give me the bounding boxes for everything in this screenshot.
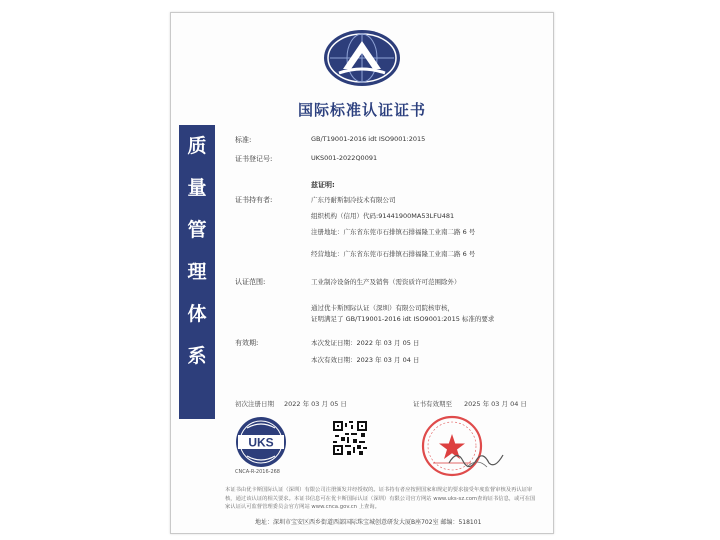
uks-badge-icon — [235, 416, 287, 468]
side-band-char: 量 — [187, 177, 207, 199]
footer-note: 本证书由优卡斯国际认证（深圳）有限公司注册颁发并经授权的。证书持有者应按照国家和规定的要求接受年度监督审核及再认证审核，通过该认证的相关要求。本证书信息可在优卡斯国际认证（深圳）有限公司官方网站 www.uks-sz.com查询证书信息，或可在国家认证认可监督管理委员会官方网站 www.cnca.gov.cn 上查询。 — [225, 487, 536, 511]
standard-value: GB/T19001-2016 idt ISO9001:2015 — [311, 135, 426, 143]
side-band-char: 质 — [187, 135, 207, 157]
statement-line-2: 证明满足了 GB/T19001-2016 idt ISO9001:2015 标准的要求 — [311, 315, 495, 323]
reg-no-value: UKS001-2022Q0091 — [311, 154, 378, 162]
qr-code-icon — [333, 421, 367, 455]
first-issue-date: 2022 年 03 月 05 日 — [284, 400, 347, 408]
scope-label: 认证范围: — [235, 278, 266, 286]
certificate-title: 国际标准认证证书 — [297, 101, 426, 119]
holder-name: 广东丹耐斯制冷技术有限公司 — [311, 196, 396, 204]
standard-label: 标准: — [235, 136, 252, 144]
org-code: 组织机构（信用）代码:91441900MA53LFU481 — [311, 212, 455, 220]
issue-date: 本次发证日期：2022 年 03 月 05 日 — [311, 339, 420, 347]
proven-label: 兹证明: — [311, 181, 335, 189]
first-issue-label: 初次注册日期 — [235, 400, 274, 408]
business-address: 经营地址：广东省东莞市石排镇石排福隆工业南二路 6 号 — [311, 250, 476, 258]
side-band — [179, 125, 215, 419]
side-band-char: 系 — [187, 345, 207, 367]
registered-address: 注册地址：广东省东莞市石排镇石排福隆工业南二路 6 号 — [311, 228, 476, 236]
holder-label: 证书持有者: — [235, 196, 273, 204]
expiry-date: 本次有效日期：2023 年 03 月 04 日 — [311, 356, 420, 364]
issuer-address: 地址：深圳市宝安区西乡街道西部国际珠宝城创意研发大厦B座702室 邮编：518101 — [255, 519, 482, 526]
side-band-char: 理 — [187, 261, 207, 283]
statement-line-1: 通过优卡斯国际认证（深圳）有限公司院核审核， — [311, 304, 454, 312]
certificate-sheet — [170, 12, 554, 534]
valid-until-label: 证书有效期至 — [413, 400, 452, 408]
side-band-char: 体 — [187, 303, 207, 325]
uks-globe-logo — [321, 27, 403, 89]
uks-badge-text: UKS — [248, 435, 274, 450]
scope-value: 工业制冷设备的生产及销售（需资质许可范围除外） — [311, 278, 461, 286]
side-band-char: 管 — [187, 219, 207, 241]
reg-no-label: 证书登记号: — [235, 155, 273, 163]
valid-until-date: 2025 年 03 月 04 日 — [464, 400, 527, 408]
validity-label: 有效期: — [235, 339, 259, 347]
accreditation-code: CNCA-R-2016-268 — [235, 469, 280, 475]
signature-icon — [447, 445, 507, 471]
